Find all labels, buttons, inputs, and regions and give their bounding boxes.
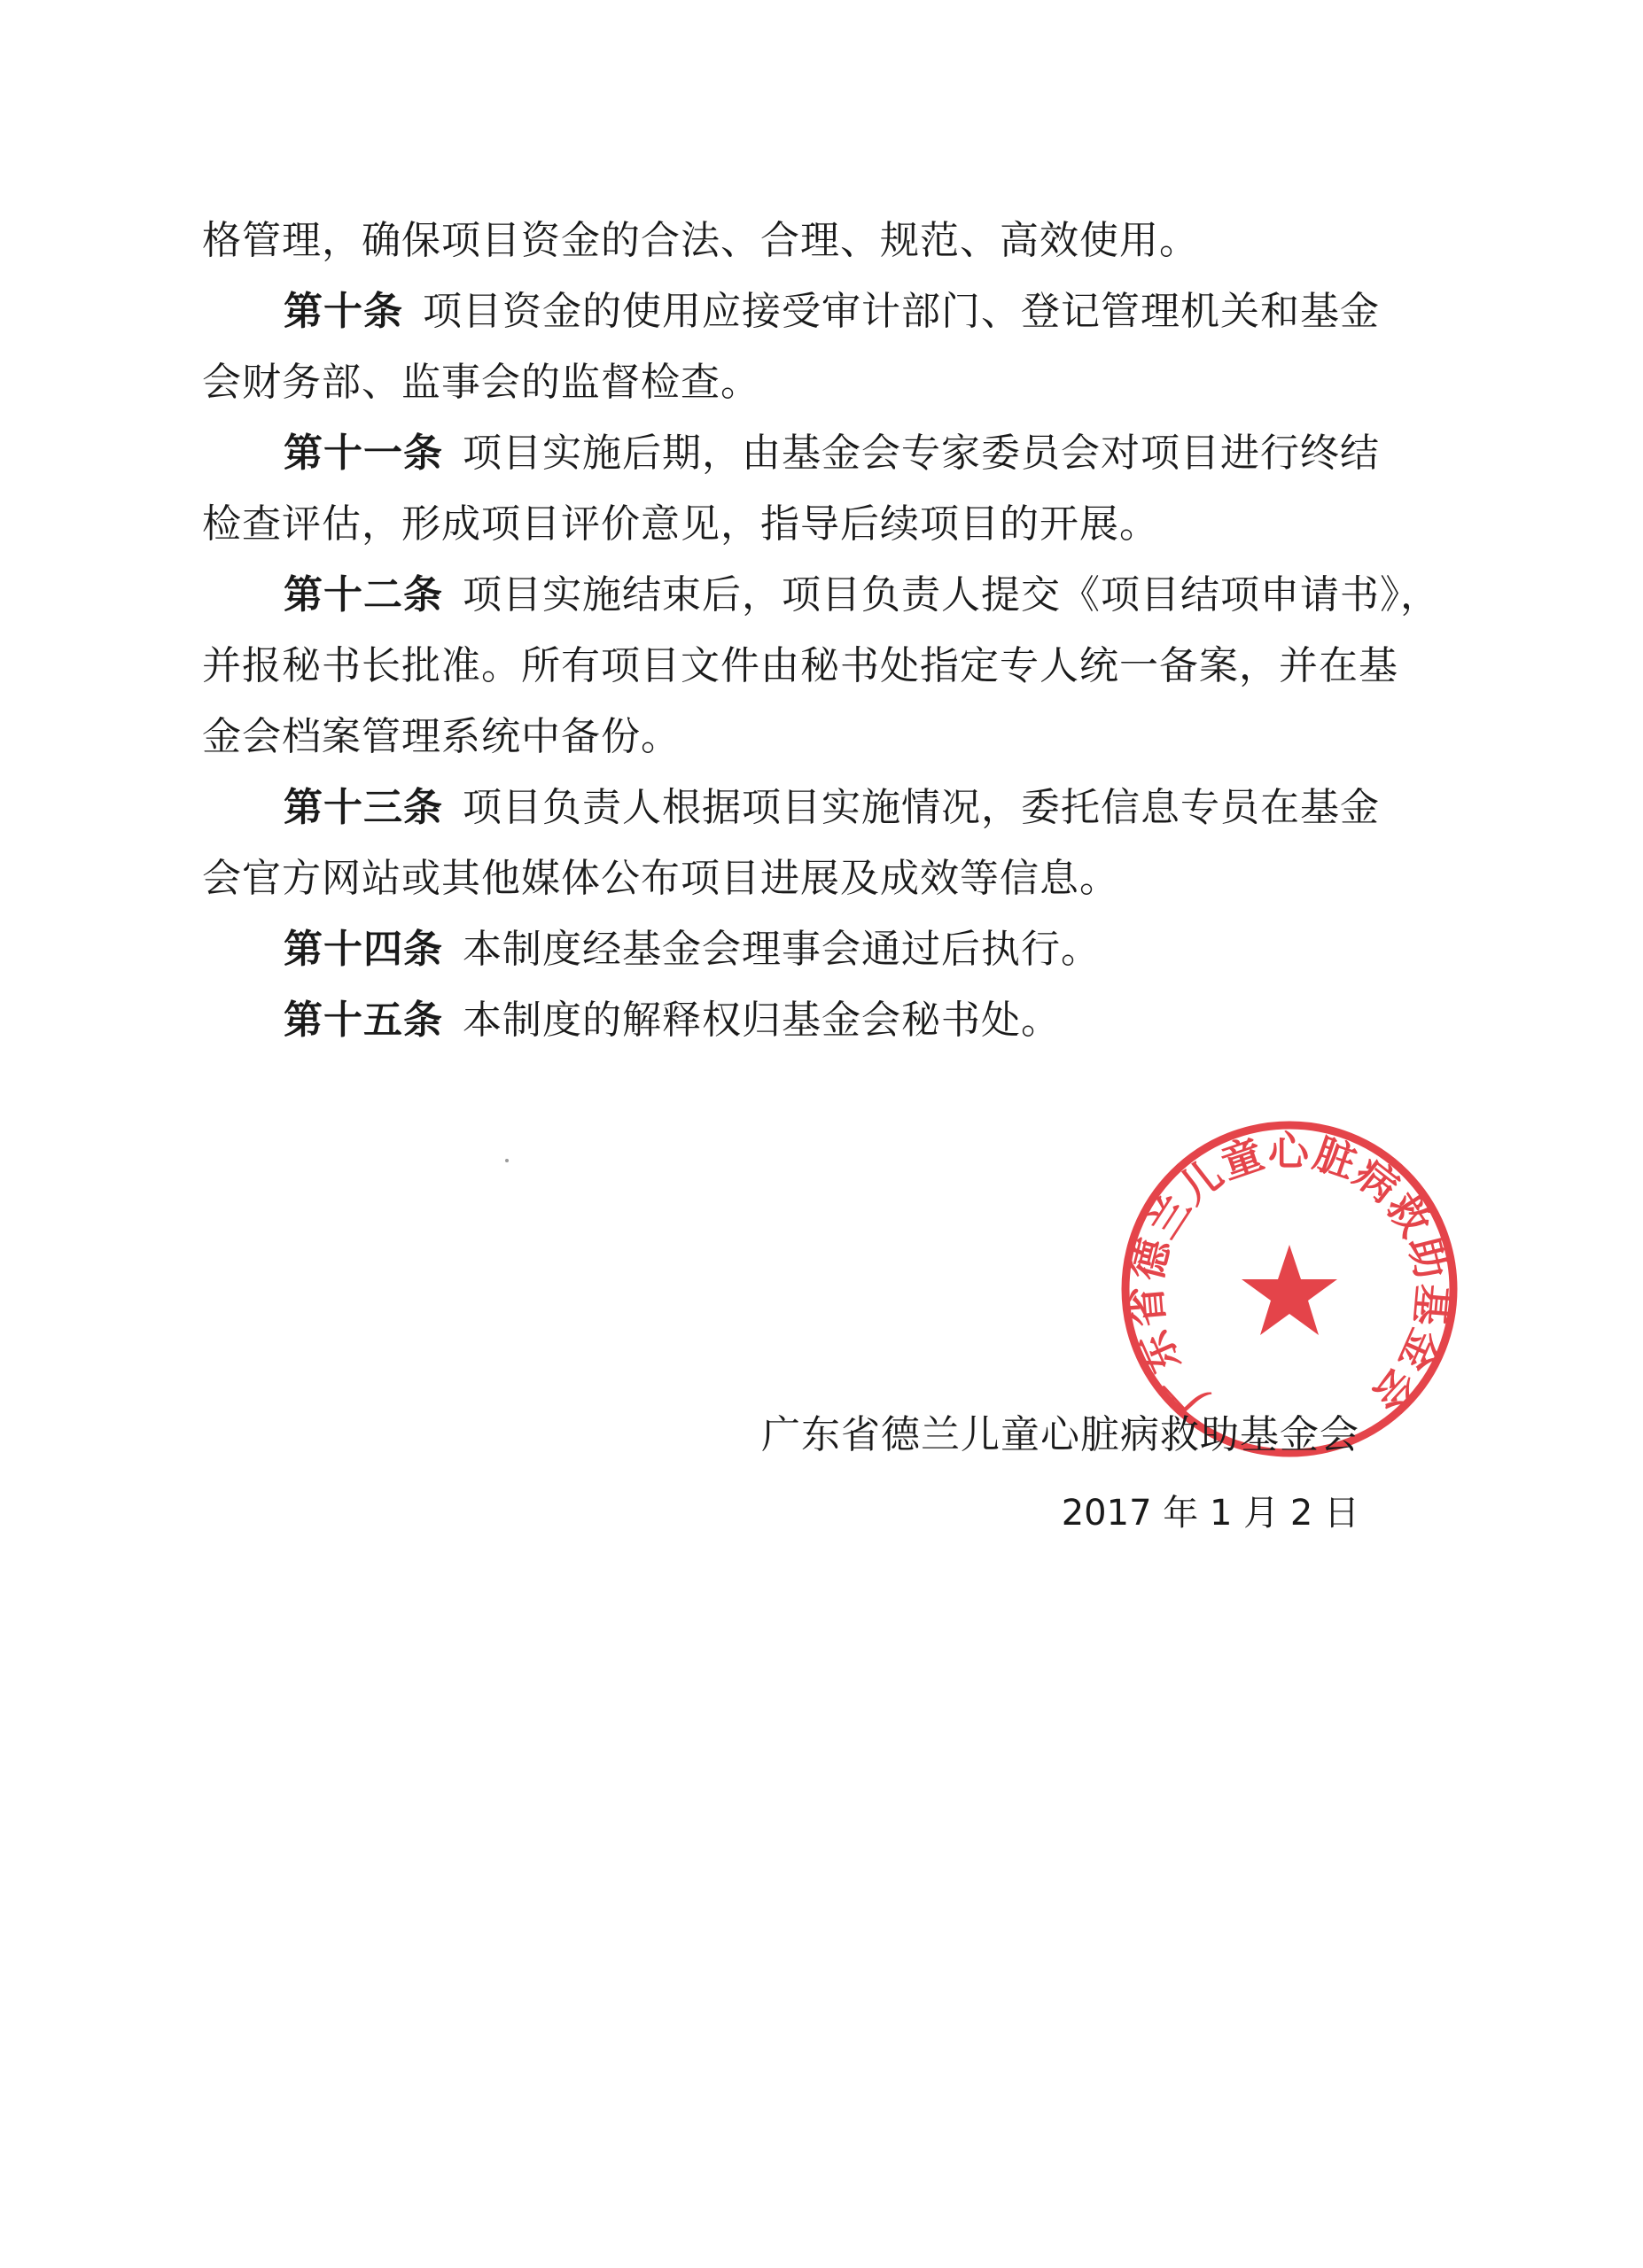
seal-star-icon (1242, 1245, 1337, 1335)
document-body (202, 206, 1440, 1056)
text-line (202, 276, 1380, 347)
article-text: 项目负责人根据项目实施情况，委托信息专员在基金 (463, 785, 1380, 830)
article-number: 第十二条 (284, 572, 443, 617)
article-text: 会官方网站或其他媒体公布项目进展及成效等信息。 (202, 856, 1119, 901)
article-number: 第十五条 (284, 998, 443, 1043)
article-number: 第十三条 (284, 785, 443, 830)
text-line (202, 560, 1440, 631)
article-text: 项目实施结束后，项目负责人提交《项目结项申请书》， (463, 572, 1440, 617)
paragraph (202, 773, 1380, 914)
text-line (202, 418, 1380, 489)
article-number: 第十一条 (284, 431, 443, 476)
text-line (202, 914, 1363, 985)
text-line (202, 702, 1363, 773)
article-text: 并报秘书长批准。所有项目文件由秘书处指定专人统一备案，并在基 (202, 643, 1398, 688)
scan-speck (505, 1159, 509, 1162)
paragraph (202, 276, 1380, 418)
text-line (202, 206, 1363, 276)
text-line (202, 631, 1398, 702)
article-text: 金会档案管理系统中备份。 (202, 714, 681, 759)
paragraph (202, 985, 1363, 1056)
signature-block (761, 1400, 1359, 1549)
article-text: 格管理，确保项目资金的合法、合理、规范、高效使用。 (202, 218, 1199, 263)
paragraph (202, 206, 1363, 276)
paragraph (202, 418, 1380, 560)
article-text: 检查评估，形成项目评价意见，指导后续项目的开展。 (202, 501, 1159, 547)
article-text: 项目实施后期，由基金会专家委员会对项目进行终结 (463, 431, 1380, 476)
article-text: 本制度的解释权归基金会秘书处。 (463, 998, 1061, 1043)
paragraph (202, 914, 1363, 985)
article-text: 项目资金的使用应接受审计部门、登记管理机关和基金 (423, 289, 1380, 334)
text-line (202, 489, 1363, 560)
text-line (202, 985, 1363, 1056)
signature-organization: 广东省德兰儿童心脏病救助基金会 (761, 1412, 1359, 1457)
paragraph (202, 560, 1440, 773)
article-text: 会财务部、监事会的监督检查。 (202, 360, 760, 405)
article-text: 本制度经基金会理事会通过后执行。 (463, 927, 1101, 972)
signature-date: 2017 年 1 月 2 日 (1061, 1493, 1359, 1534)
text-line (202, 773, 1380, 843)
seal-text: 广东省德兰儿童心脏病救助基金会 (1121, 1127, 1458, 1423)
article-number: 第十条 (284, 289, 403, 334)
article-number: 第十四条 (284, 927, 443, 972)
text-line (202, 347, 1363, 418)
text-line (202, 843, 1363, 914)
